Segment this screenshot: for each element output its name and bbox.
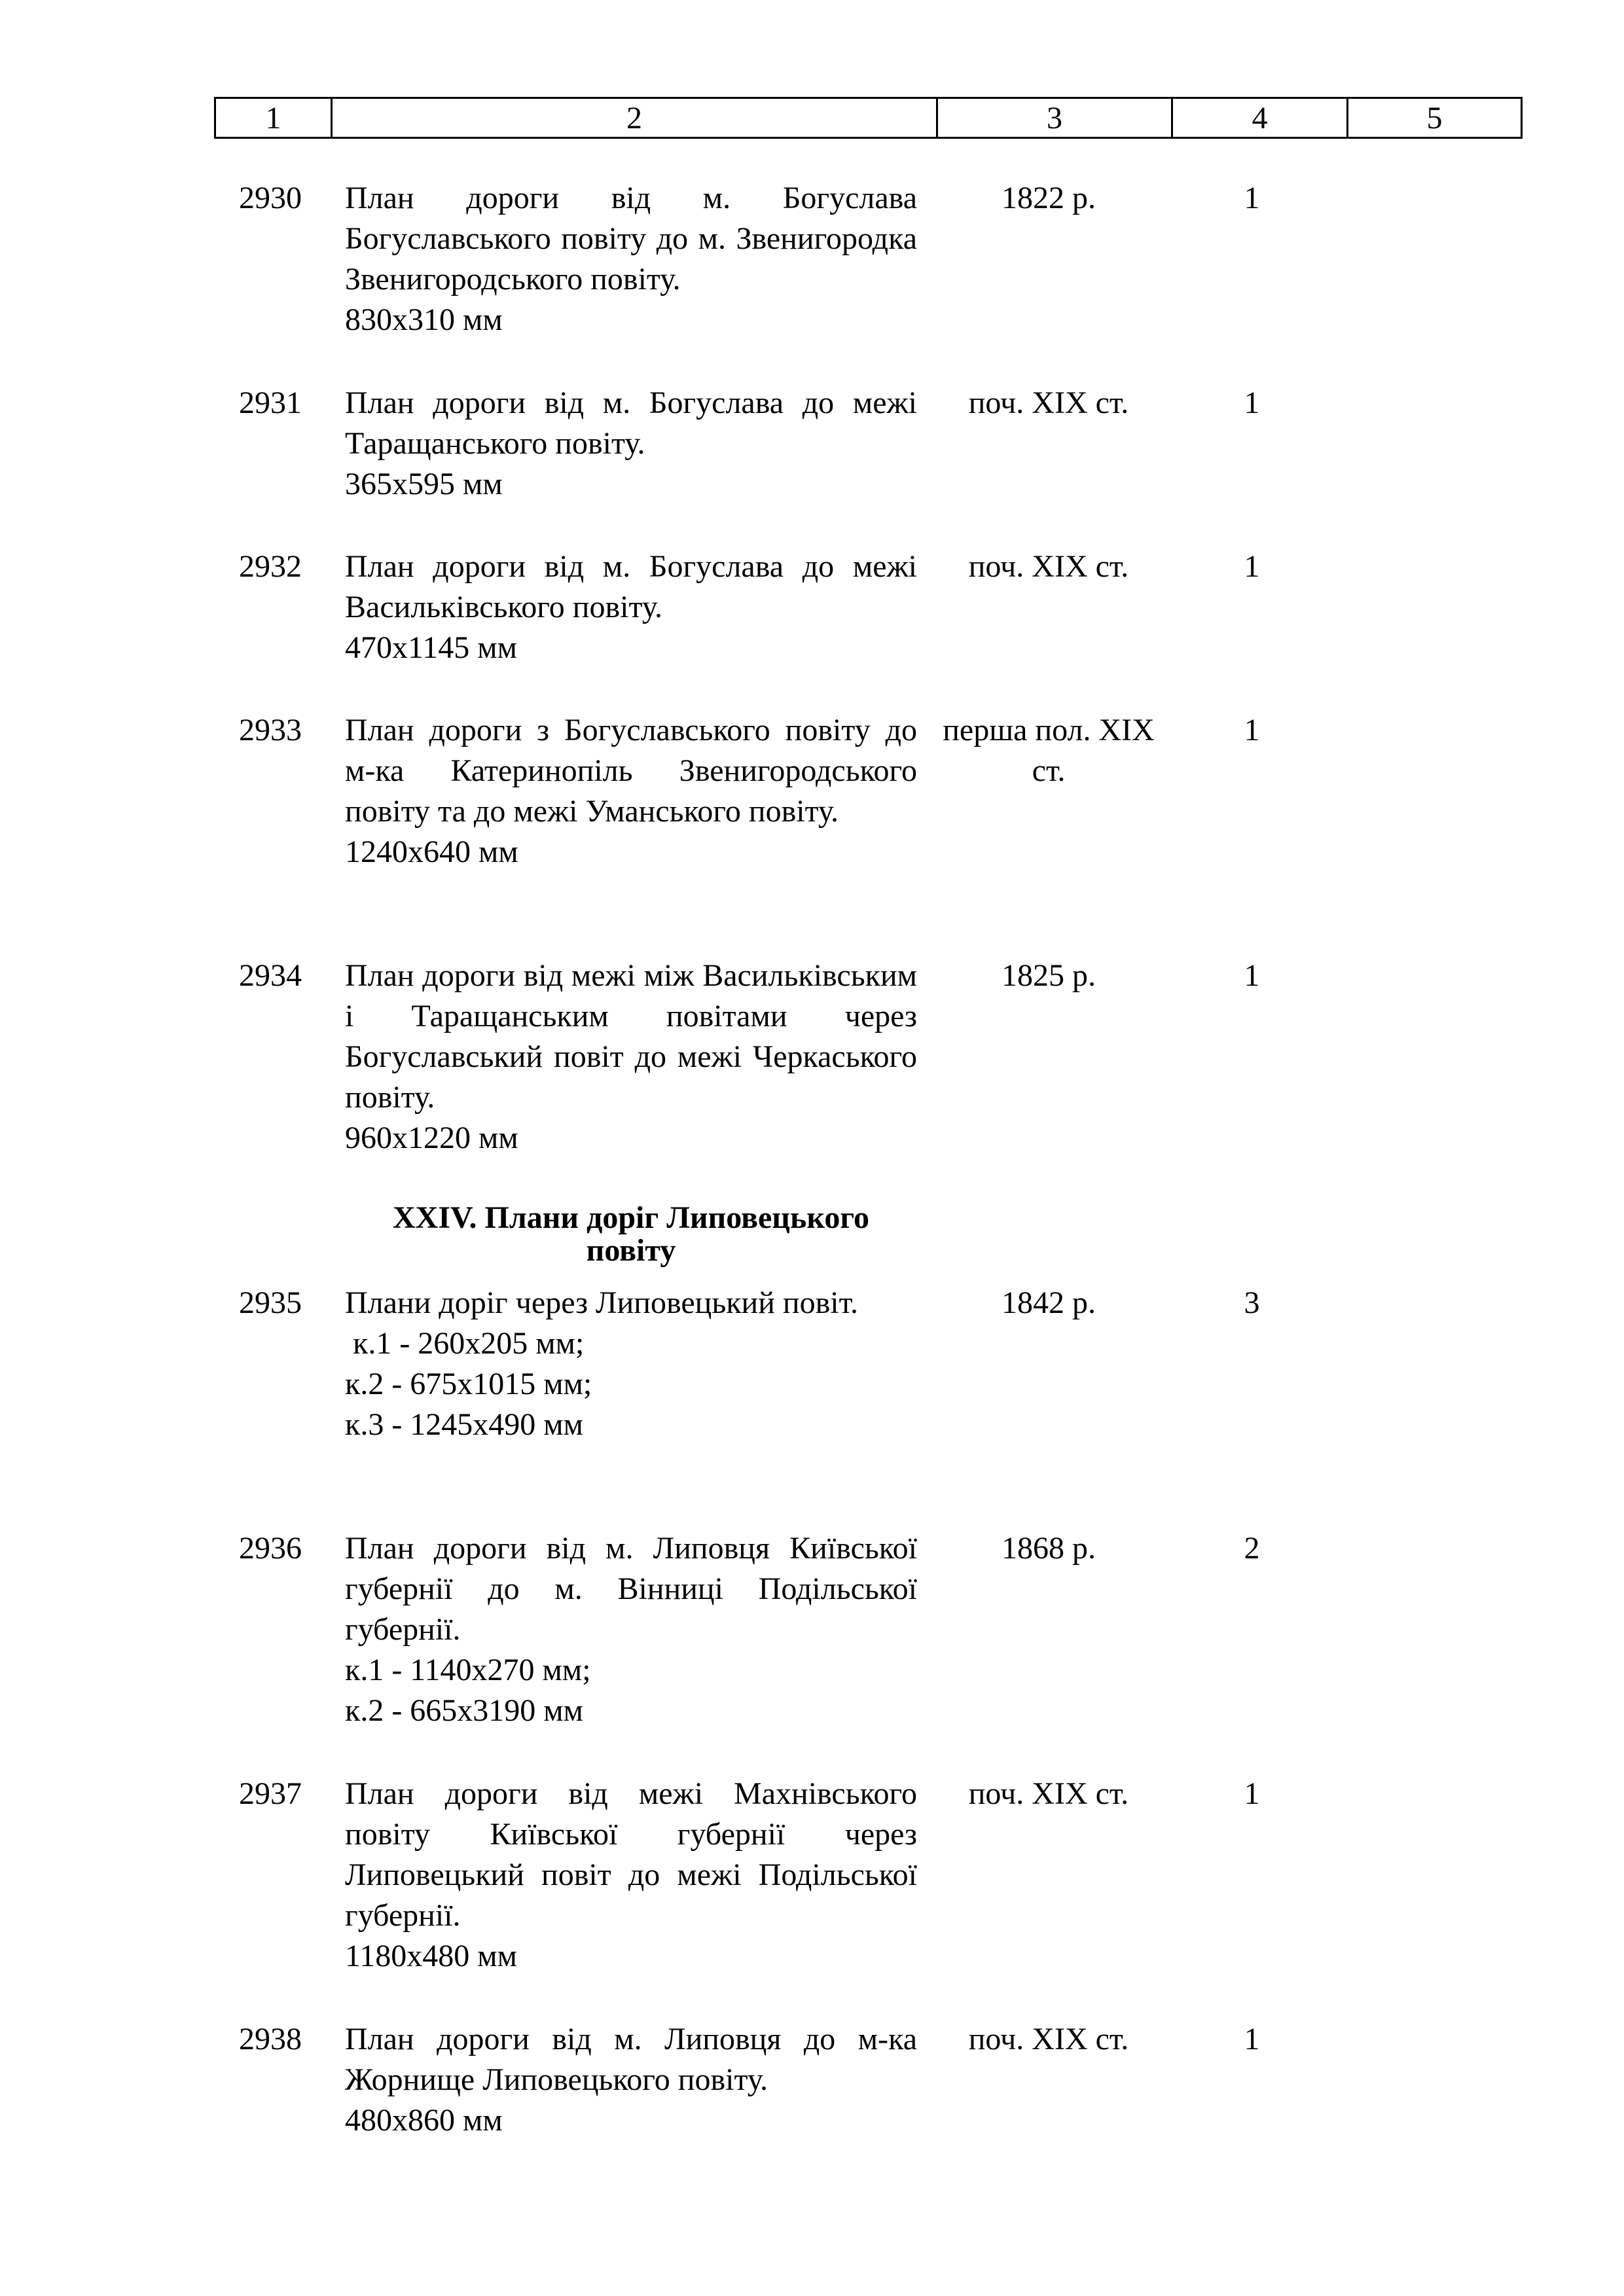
entry-date: перша пол. XIX ст. [943,713,1155,788]
entry-number: 2930 [239,181,302,215]
entry-size: 830х310 мм [345,302,503,337]
entry-number: 2933 [239,713,302,747]
entry-count: 1 [1244,549,1260,584]
entry-count: 1 [1244,181,1260,215]
entry-date: поч. XIX ст. [968,1776,1129,1811]
entry-size: 1240х640 мм [345,834,518,869]
entry-date: 1825 р. [1001,958,1096,993]
header-col-3: 3 [937,98,1172,138]
entry-description [345,1528,917,1731]
entry-date: поч. XIX ст. [968,549,1129,584]
entry-size: 1180х480 мм [345,1939,517,1973]
entry-title: План дороги від м. Богуслава Богуславського повіту до м. Звенигородка Звенигородського повіту. [345,181,917,296]
entry-date: 1842 р. [1001,1285,1096,1320]
entry-size: 470х1145 мм [345,630,517,665]
entry-size: к.2 - 665х3190 мм [345,1693,584,1728]
entry-description [345,2019,917,2141]
entry-title: План дороги з Богуславського повіту до м-ка Катеринопіль Звенигородського повіту та до межі Уманського повіту. [345,713,917,829]
entry-number: 2931 [239,386,302,420]
entry-title: Плани доріг через Липовецький повіт. [345,1285,858,1320]
section-heading: XXIV. Плани доріг Липовецького повіту [393,1200,869,1268]
entry-number: 2935 [239,1285,302,1320]
entry-size: к.2 - 675х1015 мм; [345,1367,592,1401]
entry-number: 2932 [239,549,302,584]
entry-description [345,383,917,505]
entry-description [345,547,917,668]
header-col-5: 5 [1348,98,1522,138]
entry-date: 1868 р. [1001,1531,1096,1566]
entry-title: План дороги від м. Богуслава до межі Васильківського повіту. [345,549,917,624]
entry-count: 1 [1244,1776,1260,1811]
entry-number: 2937 [239,1776,302,1811]
entry-description [345,1283,917,1445]
entry-date: поч. XIX ст. [968,2022,1129,2056]
entry-title: План дороги від м. Липовця до м-ка Жорнище Липовецького повіту. [345,2022,917,2097]
entry-description [345,1774,917,1977]
entry-size: 480х860 мм [345,2103,503,2138]
entry-size: 365х595 мм [345,467,503,501]
entry-count: 1 [1244,713,1260,747]
entry-title: План дороги від межі між Васильківським і Таращанським повітами через Богуславський повіт до межі Черкаського повіту. [345,958,917,1115]
entry-number: 2936 [239,1531,302,1566]
entry-size: к.1 - 260х205 мм; [345,1326,585,1361]
entry-size: к.1 - 1140х270 мм; [345,1653,591,1687]
entry-description [345,178,917,340]
entry-count: 3 [1244,1285,1260,1320]
entry-size: 960х1220 мм [345,1121,518,1155]
entry-number: 2934 [239,958,302,993]
entry-date: 1822 р. [1001,181,1096,215]
entry-count: 1 [1244,958,1260,993]
header-col-2: 2 [332,98,937,138]
entry-title: План дороги від м. Богуслава до межі Таращанського повіту. [345,386,917,461]
entry-date: поч. XIX ст. [968,386,1129,420]
entry-size: к.3 - 1245х490 мм [345,1407,584,1442]
entry-count: 1 [1244,386,1260,420]
entry-number: 2938 [239,2022,302,2056]
entry-count: 2 [1244,1531,1260,1566]
entry-description [345,710,917,872]
entry-count: 1 [1244,2022,1260,2056]
header-row [215,98,1522,138]
header-col-1: 1 [215,98,332,138]
header-col-4: 4 [1172,98,1348,138]
column-number-header [214,97,1523,139]
entry-description [345,956,917,1158]
entry-title: План дороги від межі Махнівського повіту Київської губернії через Липовецький повіт до межі Подільської губернії. [345,1776,917,1933]
entry-title: План дороги від м. Липовця Київської губернії до м. Вінниці Подільської губернії. [345,1531,917,1647]
